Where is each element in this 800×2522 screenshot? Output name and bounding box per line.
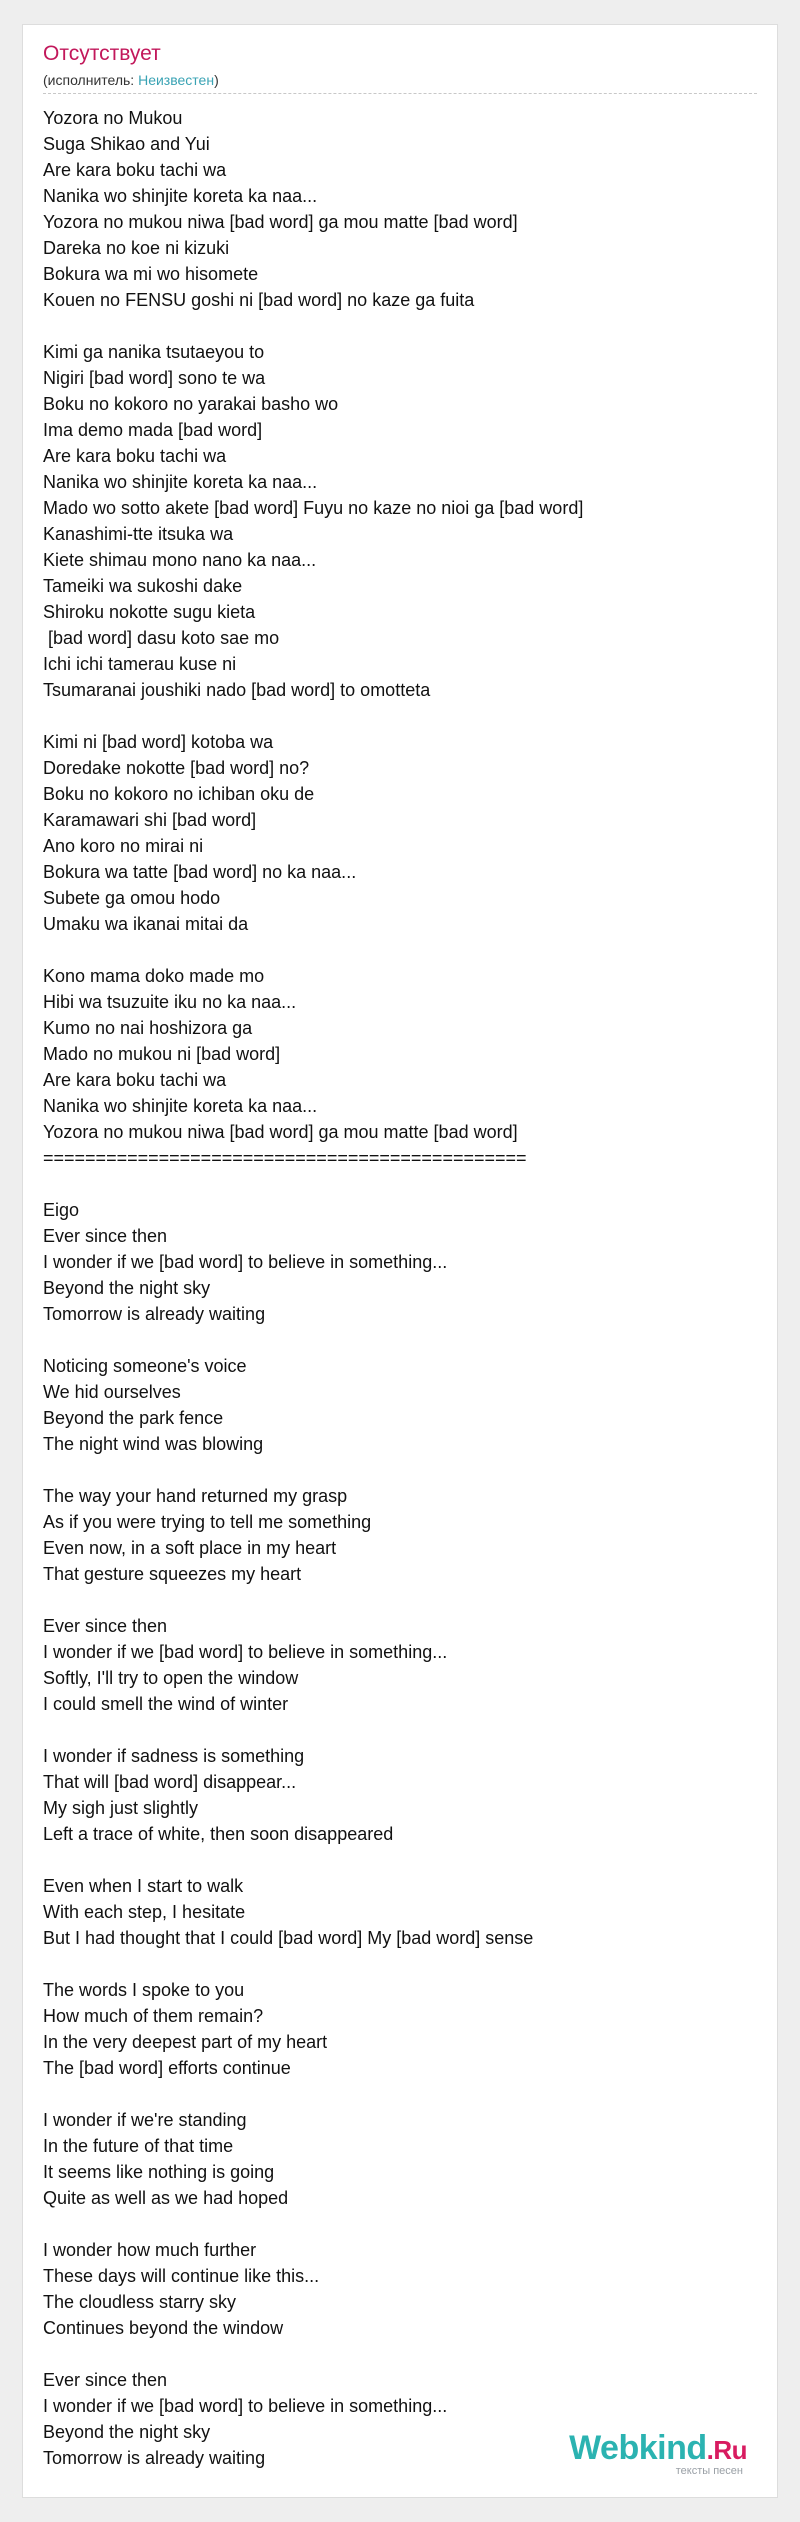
lyrics-line: Bokura wa mi wo hisomete (43, 264, 259, 284)
lyrics-line: Mado no mukou ni [bad word] (43, 1044, 281, 1064)
lyrics-line: Boku no kokoro no yarakai basho wo (43, 394, 339, 414)
lyrics-line: I wonder if we [bad word] to believe in something... (43, 1642, 448, 1662)
lyrics-line: Yozora no mukou niwa [bad word] ga mou matte [bad word] (43, 1122, 518, 1142)
lyrics-blank-line (43, 1587, 583, 1613)
logo-tld: .Ru (706, 2435, 747, 2465)
lyrics-line: Bokura wa tatte [bad word] no ka naa... (43, 862, 357, 882)
lyrics-body (43, 105, 583, 2471)
song-title: Отсутствует (43, 42, 161, 65)
lyrics-line: Tomorrow is already waiting (43, 2448, 266, 2468)
lyrics-line: Beyond the night sky (43, 2422, 211, 2442)
lyrics-line: The words I spoke to you (43, 1980, 245, 2000)
lyrics-blank-line (43, 2211, 583, 2237)
lyrics-line: Ever since then (43, 2370, 168, 2390)
lyrics-line: Are kara boku tachi wa (43, 446, 227, 466)
lyrics-line: Kono mama doko made mo (43, 966, 265, 986)
lyrics-line: Shiroku nokotte sugu kieta (43, 602, 256, 622)
lyrics-card (22, 24, 778, 2498)
lyrics-blank-line (43, 1457, 583, 1483)
lyrics-line: I wonder how much further (43, 2240, 257, 2260)
lyrics-blank-line (43, 1951, 583, 1977)
lyrics-line: Beyond the park fence (43, 1408, 224, 1428)
lyrics-line: Quite as well as we had hoped (43, 2188, 289, 2208)
lyrics-line: Left a trace of white, then soon disappeared (43, 1824, 394, 1844)
lyrics-line: Nanika wo shinjite koreta ka naa... (43, 472, 318, 492)
lyrics-line: As if you were trying to tell me something (43, 1512, 372, 1532)
site-logo[interactable] (569, 2431, 747, 2477)
lyrics-line: Nigiri [bad word] sono te wa (43, 368, 266, 388)
artist-suffix: ) (214, 72, 219, 88)
lyrics-blank-line (43, 1847, 583, 1873)
lyrics-line: Kouen no FENSU goshi ni [bad word] no kaze ga fuita (43, 290, 475, 310)
lyrics-line: Kumo no nai hoshizora ga (43, 1018, 253, 1038)
lyrics-line: Kimi ga nanika tsutaeyou to (43, 342, 265, 362)
lyrics-blank-line (43, 703, 583, 729)
lyrics-line: I wonder if we [bad word] to believe in something... (43, 1252, 448, 1272)
lyrics-line: Even now, in a soft place in my heart (43, 1538, 337, 1558)
lyrics-line: Nanika wo shinjite koreta ka naa... (43, 1096, 318, 1116)
lyrics-line: Yozora no mukou niwa [bad word] ga mou matte [bad word] (43, 212, 518, 232)
lyrics-line: These days will continue like this... (43, 2266, 320, 2286)
lyrics-line: Umaku wa ikanai mitai da (43, 914, 249, 934)
lyrics-line: The way your hand returned my grasp (43, 1486, 348, 1506)
lyrics-line: Tameiki wa sukoshi dake (43, 576, 243, 596)
lyrics-line: That will [bad word] disappear... (43, 1772, 297, 1792)
lyrics-line: Softly, I'll try to open the window (43, 1668, 299, 1688)
lyrics-line: I wonder if sadness is something (43, 1746, 305, 1766)
lyrics-line: Ano koro no mirai ni (43, 836, 204, 856)
lyrics-line: In the future of that time (43, 2136, 234, 2156)
lyrics-blank-line (43, 2341, 583, 2367)
lyrics-blank-line (43, 2081, 583, 2107)
artist-prefix: (исполнитель: (43, 72, 139, 88)
lyrics-line: Nanika wo shinjite koreta ka naa... (43, 186, 318, 206)
lyrics-line: Doredake nokotte [bad word] no? (43, 758, 310, 778)
lyrics-line: Noticing someone's voice (43, 1356, 247, 1376)
lyrics-line: With each step, I hesitate (43, 1902, 246, 1922)
lyrics-blank-line (43, 313, 583, 339)
lyrics-line: Even when I start to walk (43, 1876, 244, 1896)
lyrics-line: Boku no kokoro no ichiban oku de (43, 784, 315, 804)
lyrics-line: My sigh just slightly (43, 1798, 199, 1818)
lyrics-line: The night wind was blowing (43, 1434, 264, 1454)
lyrics-line: Dareka no koe ni kizuki (43, 238, 230, 258)
lyrics-line: Kanashimi-tte itsuka wa (43, 524, 234, 544)
header-divider (43, 93, 757, 94)
lyrics-line: Tomorrow is already waiting (43, 1304, 266, 1324)
logo-tagline: тексты песен (675, 2465, 743, 2477)
lyrics-line: Ichi ichi tamerau kuse ni (43, 654, 237, 674)
artist-link[interactable]: Неизвестен (138, 72, 215, 88)
lyrics-line: Ima demo mada [bad word] (43, 420, 263, 440)
lyrics-line: [bad word] dasu koto sae mo (43, 628, 280, 648)
lyrics-line: We hid ourselves (43, 1382, 181, 1402)
lyrics-line: Yozora no Mukou (43, 108, 183, 128)
lyrics-blank-line (43, 1717, 583, 1743)
lyrics-line: But I had thought that I could [bad word] My [bad word] sense (43, 1928, 534, 1948)
lyrics-line: ============================================== (43, 1148, 527, 1168)
lyrics-line: I wonder if we [bad word] to believe in something... (43, 2396, 448, 2416)
lyrics-line: Tsumaranai joushiki nado [bad word] to omotteta (43, 680, 431, 700)
logo-name: Webkind (569, 2429, 707, 2467)
lyrics-line: Kimi ni [bad word] kotoba wa (43, 732, 274, 752)
lyrics-line: Ever since then (43, 1226, 168, 1246)
lyrics-line: In the very deepest part of my heart (43, 2032, 328, 2052)
artist-line (43, 71, 219, 89)
lyrics-blank-line (43, 937, 583, 963)
lyrics-line: Ever since then (43, 1616, 168, 1636)
lyrics-line: I wonder if we're standing (43, 2110, 247, 2130)
lyrics-line: Hibi wa tsuzuite iku no ka naa... (43, 992, 297, 1012)
lyrics-line: Beyond the night sky (43, 1278, 211, 1298)
lyrics-line: That gesture squeezes my heart (43, 1564, 302, 1584)
lyrics-line: Suga Shikao and Yui (43, 134, 210, 154)
lyrics-line: I could smell the wind of winter (43, 1694, 289, 1714)
lyrics-blank-line (43, 1327, 583, 1353)
lyrics-line: Are kara boku tachi wa (43, 1070, 227, 1090)
lyrics-line: How much of them remain? (43, 2006, 264, 2026)
logo-wordmark (569, 2431, 747, 2467)
lyrics-line: It seems like nothing is going (43, 2162, 275, 2182)
lyrics-blank-line (43, 1171, 583, 1197)
lyrics-line: Mado wo sotto akete [bad word] Fuyu no kaze no nioi ga [bad word] (43, 498, 584, 518)
lyrics-line: Kiete shimau mono nano ka naa... (43, 550, 317, 570)
lyrics-line: The [bad word] efforts continue (43, 2058, 291, 2078)
lyrics-line: The cloudless starry sky (43, 2292, 237, 2312)
lyrics-line: Continues beyond the window (43, 2318, 284, 2338)
lyrics-line: Subete ga omou hodo (43, 888, 221, 908)
lyrics-line: Karamawari shi [bad word] (43, 810, 257, 830)
lyrics-line: Eigo (43, 1200, 80, 1220)
lyrics-line: Are kara boku tachi wa (43, 160, 227, 180)
